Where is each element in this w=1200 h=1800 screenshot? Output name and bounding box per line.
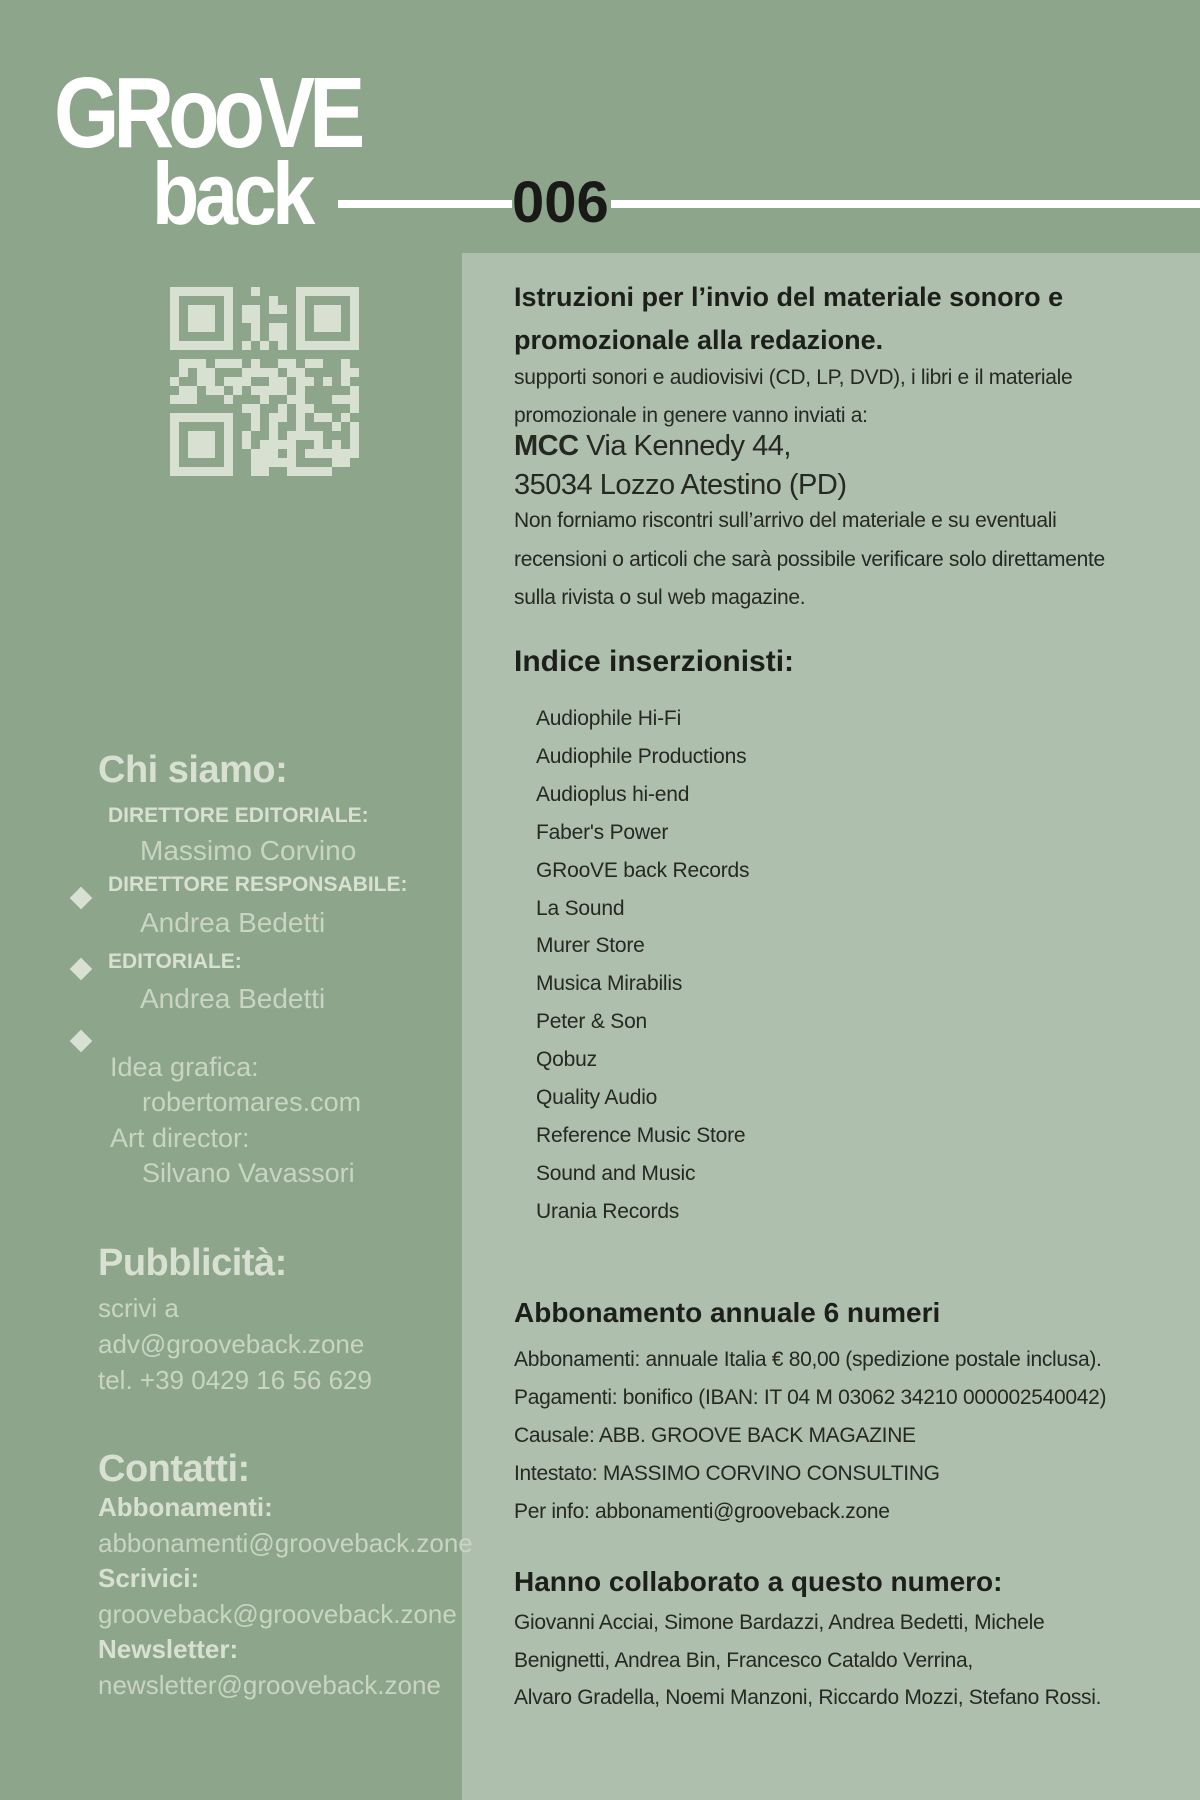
inserzionista-item: Musica Mirabilis — [536, 972, 683, 996]
inserzionista-item: Urania Records — [536, 1199, 680, 1223]
inserzionista-item: La Sound — [536, 896, 625, 920]
inserzionista-item: Audiophile Productions — [536, 744, 747, 768]
abbonamenti-label: Abbonamenti: — [98, 1492, 273, 1522]
newsletter-email: newsletter@grooveback.zone — [98, 1669, 441, 1700]
direttore-editoriale-label: DIRETTORE EDITORIALE: — [108, 804, 369, 827]
abbonamento-line: Per info: abbonamenti@grooveback.zone — [514, 1500, 890, 1523]
inserzionista-item: Faber's Power — [536, 820, 669, 844]
shipping-address — [514, 427, 846, 505]
qr-code — [170, 287, 359, 476]
diamond-bullet-icon — [70, 958, 93, 981]
abbonamenti-email: abbonamenti@grooveback.zone — [98, 1527, 473, 1558]
collaboratori-line: Benignetti, Andrea Bin, Francesco Cataldo Verrina, — [514, 1648, 973, 1672]
horizontal-rule-right — [611, 200, 1200, 208]
collaboratori-title: Hanno collaborato a questo numero: — [514, 1566, 1003, 1597]
inserzionista-item: Quality Audio — [536, 1086, 658, 1110]
collaboratori-names — [514, 1604, 1101, 1717]
istruzioni-note — [514, 502, 1105, 618]
istruzioni-heading-line: Istruzioni per l’invio del materiale sonoro e — [514, 282, 1064, 312]
advertising-email: adv@grooveback.zone — [98, 1329, 365, 1359]
inserzionisti-list — [536, 700, 749, 1231]
newsletter-label: Newsletter: — [98, 1634, 239, 1664]
istruzioni-note-line: recensioni o articoli che sarà possibile verificare solo direttamente — [514, 547, 1105, 571]
abbonamento-details — [514, 1341, 1106, 1531]
logo-groove: GRooVE — [54, 57, 360, 169]
abbonamento-line: Causale: ABB. GROOVE BACK MAGAZINE — [514, 1424, 916, 1447]
inserzionista-item: Peter & Son — [536, 1010, 648, 1034]
inserzionista-item: Reference Music Store — [536, 1123, 746, 1147]
contatti-list — [98, 1490, 473, 1703]
address-street: Via Kennedy 44, — [578, 430, 791, 462]
scrivici-email: grooveback@grooveback.zone — [98, 1598, 457, 1629]
direttore-editoriale-value: Massimo Corvino — [140, 835, 357, 866]
editoriale-value: Andrea Bedetti — [140, 983, 326, 1014]
abbonamento-line: Pagamenti: bonifico (IBAN: IT 04 M 03062 34210 000002540042) — [514, 1386, 1107, 1409]
direttore-responsabile-value: Andrea Bedetti — [140, 907, 326, 938]
horizontal-rule-left — [338, 200, 512, 208]
collaboratori-line: Alvaro Gradella, Noemi Manzoni, Riccardo Mozzi, Stefano Rossi. — [514, 1686, 1102, 1709]
pubblicita-lines — [98, 1290, 372, 1398]
istruzioni-intro-line: supporti sonori e audiovisivi (CD, LP, DVD), i libri e il materiale — [514, 366, 1073, 389]
diamond-bullet-icon — [70, 887, 93, 910]
advertising-phone: tel. +39 0429 16 56 629 — [98, 1365, 372, 1395]
istruzioni-heading-line: promozionale alla redazione. — [514, 325, 884, 355]
inserzionista-item: Audiophile Hi-Fi — [536, 707, 682, 730]
collaboratori-line: Giovanni Acciai, Simone Bardazzi, Andrea Bedetti, Michele — [514, 1611, 1045, 1634]
chi-siamo-title: Chi siamo: — [98, 749, 288, 791]
istruzioni-note-line: Non forniamo riscontri sull’arrivo del materiale e su eventuali — [514, 509, 1057, 532]
abbonamento-title: Abbonamento annuale 6 numeri — [514, 1297, 941, 1328]
editoriale-label: EDITORIALE: — [108, 950, 242, 973]
idea-grafica-label: Idea grafica: — [110, 1052, 259, 1082]
pubblicita-title: Pubblicità: — [98, 1242, 287, 1284]
inserzionista-item: GRooVE back Records — [536, 858, 750, 882]
contatti-title: Contatti: — [98, 1448, 250, 1490]
inserzionista-item: Audioplus hi-end — [536, 782, 690, 806]
issue-number: 006 — [512, 170, 609, 235]
address-line-1 — [514, 427, 846, 466]
pubblicita-line: scrivi a — [98, 1293, 179, 1323]
scrivici-label: Scrivici: — [98, 1563, 200, 1593]
istruzioni-note-line: sulla rivista o sul web magazine. — [514, 586, 806, 610]
logo-back: back — [152, 144, 311, 243]
istruzioni-intro-line: promozionale in genere vanno inviati a: — [514, 404, 868, 427]
istruzioni-heading — [514, 276, 1063, 362]
inserzionista-item: Qobuz — [536, 1048, 597, 1072]
inserzionisti-title: Indice inserzionisti: — [514, 645, 795, 678]
istruzioni-intro — [514, 359, 1072, 435]
address-name: MCC — [514, 430, 579, 462]
abbonamento-line: Abbonamenti: annuale Italia € 80,00 (spedizione postale inclusa). — [514, 1348, 1102, 1371]
diamond-bullet-icon — [70, 1030, 93, 1053]
inserzionista-item: Sound and Music — [536, 1161, 696, 1185]
address-line-2: 35034 Lozzo Atestino (PD) — [514, 469, 847, 501]
art-director-value: Silvano Vavassori — [142, 1158, 355, 1188]
inserzionista-item: Murer Store — [536, 934, 645, 958]
idea-grafica-value: robertomares.com — [142, 1087, 362, 1117]
art-director-label: Art director: — [110, 1123, 250, 1153]
abbonamento-line: Intestato: MASSIMO CORVINO CONSULTING — [514, 1462, 940, 1485]
direttore-responsabile-label: DIRETTORE RESPONSABILE: — [108, 873, 408, 896]
